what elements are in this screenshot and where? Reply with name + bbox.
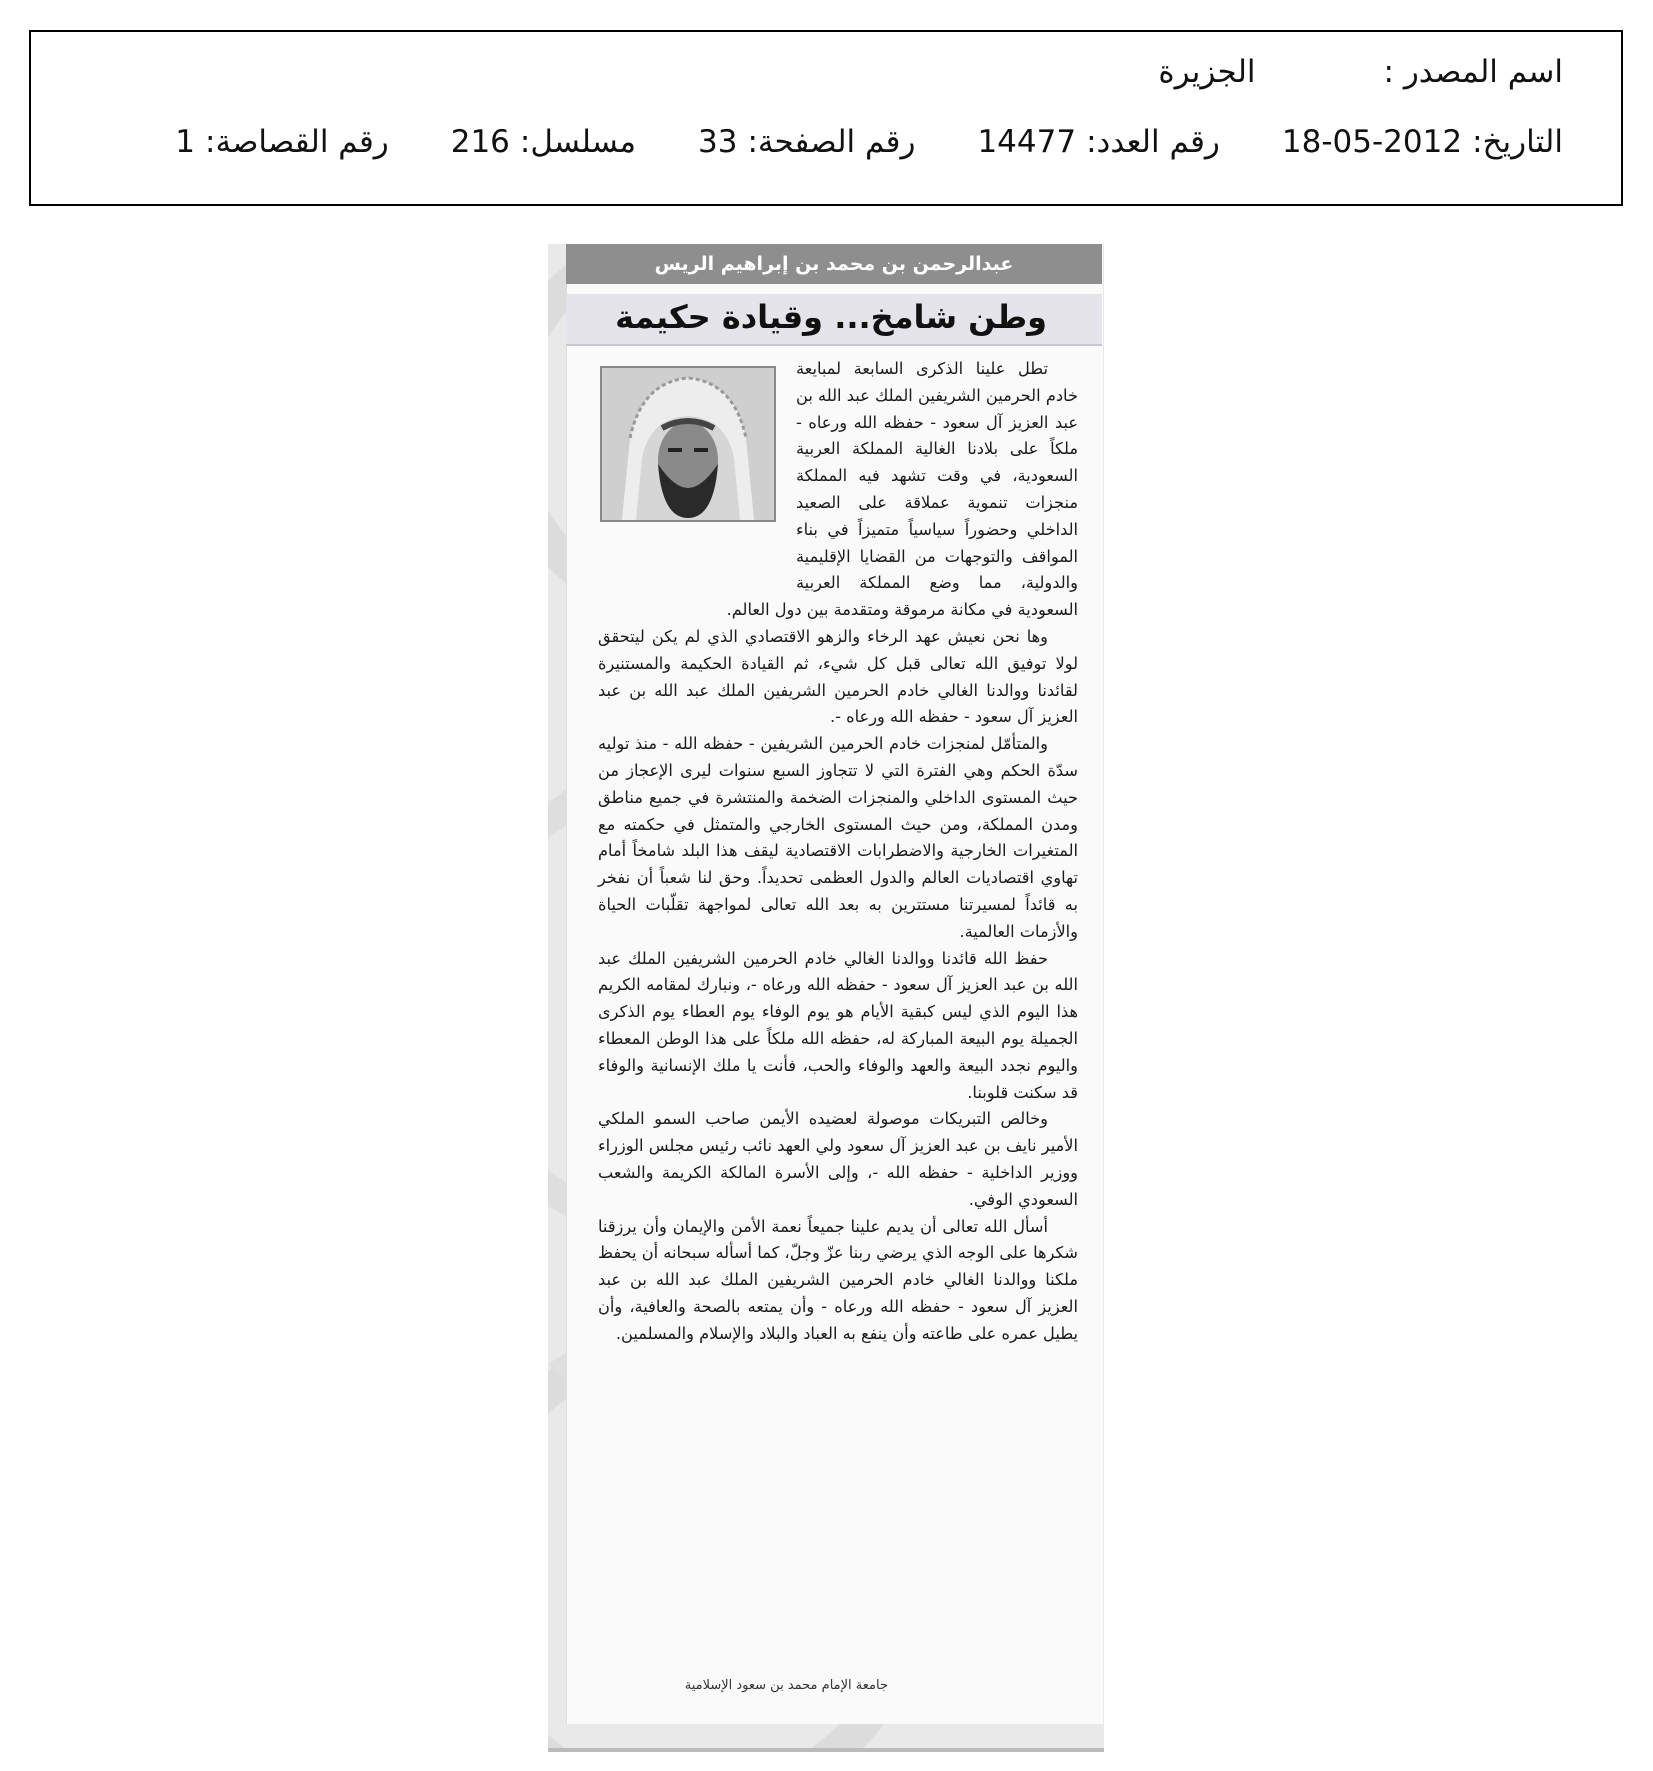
article-body xyxy=(598,356,1078,1347)
page-field xyxy=(698,124,915,160)
source-field xyxy=(1158,54,1563,90)
article-paragraph: حفظ الله قائدنا ووالدنا الغالي خادم الحرمين الشريفين الملك عبد الله بن عبد العزيز آل سعود - حفظه الله ورعاه -، ونبارك لمقامه الكريم هذا اليوم الذي ليس كبقية الأيام هو يوم الوفاء يوم العطاء يوم الذكرى الجميلة يوم البيعة المباركة له، حفظه الله ملكاً على هذا الوطن المعطاء واليوم نجدد البيعة والعهد والوفاء والحب، فأنت يا ملك الإنسانية والوفاء قد سكنت قلوبنا. xyxy=(598,948,1078,1102)
metadata-box xyxy=(29,30,1623,206)
headline-bar xyxy=(566,294,1102,346)
source-label: اسم المصدر : xyxy=(1383,54,1563,90)
article-paragraph: وها نحن نعيش عهد الرخاء والزهو الاقتصادي الذي لم يكن ليتحقق لولا توفيق الله تعالى قبل كل شيء، ثم القيادة الحكيمة والمستنيرة لقائدنا ووالدنا الغالي خادم الحرمين الشريفين الملك عبد الله بن عبد العزيز آل سعود - حفظه الله ورعاه -. xyxy=(598,626,1078,727)
page-label: رقم الصفحة: xyxy=(747,124,916,160)
serial-value: 216 xyxy=(450,124,510,160)
serial-label: مسلسل: xyxy=(519,124,637,160)
issue-field xyxy=(977,124,1219,160)
article-paragraph: وخالص التبريكات موصولة لعضيده الأيمن صاحب السمو الملكي الأمير نايف بن عبد العزيز آل سعود ولي العهد نائب رئيس مجلس الوزراء ووزير الداخلية - حفظه الله -، وإلى الأسرة المالكة الكريمة والشعب السعودي الوفي. xyxy=(598,1109,1078,1209)
article-paragraph: والمتأمّل لمنجزات خادم الحرمين الشريفين - حفظه الله - منذ توليه سدّة الحكم وهي الفترة التي لا تتجاوز السبع سنوات ليرى الإعجاز من حيث المستوى الداخلي والمنجزات الضخمة والمنتشرة في جميع مناطق ومدن المملكة، ومن حيث المستوى الخارجي والمتمثل في حكمته مع المتغيرات الخارجية والاضطرابات الاقتصادية ليقف هذا البلد شامخاً أمام تهاوي اقتصاديات العالم والدول العظمى تحديداً. وحق لنا شعباً أن نفخر به قائداً لمسيرتنا مستترين به بعد الله تعالى لمواجهة تقلّبات الحياة والأزمات العالمية. xyxy=(598,734,1078,941)
clip-number-value: 1 xyxy=(175,124,195,160)
issue-value: 14477 xyxy=(977,124,1077,160)
newspaper-clipping xyxy=(548,244,1104,1749)
photo-spacer xyxy=(598,356,796,574)
article-paragraph: أسأل الله تعالى أن يديم علينا جميعاً نعمة الأمن والإيمان وأن يرزقنا شكرها على الوجه الذي يرضي ربنا عزّ وجلّ، كما أسأله سبحانه أن يحفظ ملكنا ووالدنا الغالي خادم الحرمين الشريفين الملك عبد الله بن عبد العزيز آل سعود - حفظه الله ورعاه - وأن يمتعه بالصحة والعافية، وأن يطيل عمره على طاعته وأن ينفع به العباد والبلاد والإسلام والمسلمين. xyxy=(598,1216,1078,1343)
source-row xyxy=(1158,54,1563,90)
source-value: الجزيرة xyxy=(1158,54,1256,90)
article-title: وطن شامخ... وقيادة حكيمة xyxy=(615,298,1047,336)
author-affiliation: جامعة الإمام محمد بن سعود الإسلامية xyxy=(684,1678,888,1693)
issue-label: رقم العدد: xyxy=(1086,124,1220,160)
details-row xyxy=(175,124,1563,160)
author-bar: عبدالرحمن بن محمد بن إبراهيم الريس xyxy=(566,244,1102,284)
article-paragraph: تطل علينا الذكرى السابعة لمبايعة خادم الحرمين الشريفين الملك عبد الله بن عبد العزيز آل سعود - حفظه الله ورعاه - ملكاً على بلادنا الغالية المملكة العربية السعودية، في وقت تشهد فيه المملكة منجزات تنموية عملاقة على الصعيد الداخلي وحضوراً سياسياً متميزاً في بناء المواقف والتوجهات من القضايا الإقليمية والدولية، مما وضع المملكة العربية السعودية في مكانة مرموقة ومتقدمة بين دول العالم. xyxy=(726,359,1078,620)
serial-field xyxy=(451,124,636,160)
date-value: 2012-05-18 xyxy=(1281,124,1463,160)
date-field xyxy=(1282,124,1563,160)
clip-number-field xyxy=(175,124,388,160)
clipping-bottom-rule xyxy=(548,1748,1104,1752)
page-value: 33 xyxy=(698,124,738,160)
date-label: التاريخ: xyxy=(1472,124,1563,160)
clip-number-label: رقم القصاصة: xyxy=(205,124,389,160)
